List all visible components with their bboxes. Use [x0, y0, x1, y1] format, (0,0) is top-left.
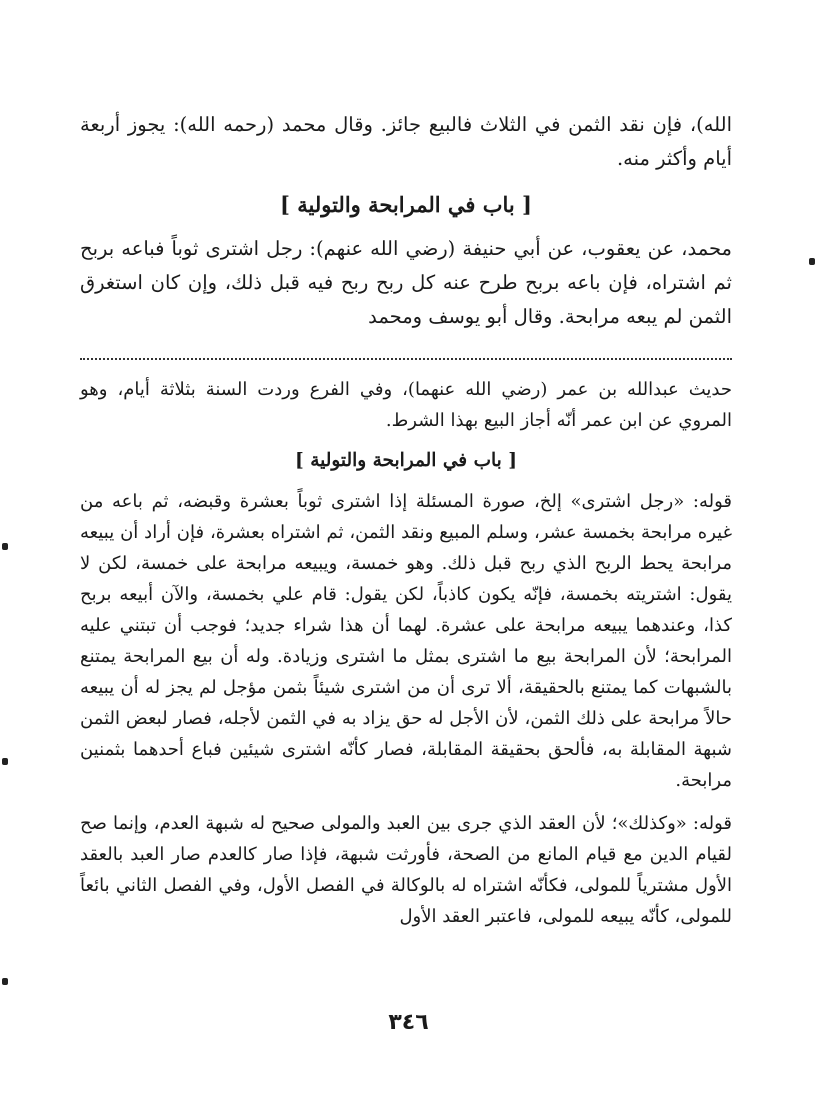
commentary-intro-text: حديث عبدالله بن عمر (رضي الله عنهما)، وفي الفرع وردت السنة بثلاثة أيام، وهو المروي عن ابن عمر أنّه أجاز البيع بهذا الشرط.: [80, 379, 732, 431]
margin-mark-2: [2, 543, 8, 550]
main-intro-text: الله)، فإن نقد الثمن في الثلاث فالبيع جائز. وقال محمد (رحمه الله): يجوز أربعة أيام وأكثر منه.: [80, 113, 732, 170]
main-paragraph: محمد، عن يعقوب، عن أبي حنيفة (رضي الله عنهم): رجل اشترى ثوباً فباعه بربح ثم اشتراه، فإن باعه بربح طرح عنه كل ربح ربح فيه قبل ذلك، وإن كان استغرق الثمن لم يبعه مرابحة. وقال أبو يوسف ومحمد: [80, 237, 732, 328]
page-content: [80, 108, 732, 932]
commentary-chapter-title: [ باب في المرابحة والتولية ]: [295, 450, 517, 471]
margin-mark-3: [2, 758, 8, 765]
margin-mark-4: [2, 978, 8, 985]
separator-dotted-line: [80, 358, 732, 360]
commentary-paragraph-2: قوله: «وكذلك»؛ لأن العقد الذي جرى بين العبد والمولى صحيح له شبهة العدم، وإنما صح لقيام الدين مع قيام المانع من الصحة، فأورثت شبهة، فإذا صار كالعدم صار العبد بالعقد الأول مشترياً للمولى، فكأنّه اشتراه له بالوكالة في الفصل الأول، وفي الفصل الثاني بائعاً للمولى، كأنّه يبيعه للمولى، فاعتبر العقد الأول: [80, 813, 732, 927]
margin-mark-1: [809, 258, 815, 265]
commentary-paragraph-1: قوله: «رجل اشترى» إلخ، صورة المسئلة إذا اشترى ثوباً بعشرة وقبضه، ثم باعه من غيره مرابحة بخمسة عشر، وسلم المبيع ونقد الثمن، ثم اشتراه بعشرة، فإن أراد أن يبيعه مرابحة يحط الربح الذي ربح قبل ذلك. وهو خمسة، ويبيعه مرابحة على خمسة، لكن لا يقول: اشتريته بخمسة، فإنّه يكون كاذباً، لكن يقول: قام علي بخمسة، والآن أبيعه بربح كذا، وعندهما يبيعه مرابحة على عشرة. لهما أن هذا شراء جديد؛ فوجب أن تبتني عليه المرابحة؛ لأن المرابحة بيع ما اشترى بمثل ما اشترى وزيادة. وله أن بيع المرابحة يمتنع بالشبهات كما يمتنع بالحقيقة، ألا ترى أن من اشترى شيئاً بثمن مؤجل لم يجز له أن يبيعه حالاً مرابحة على ذلك الثمن، لأن الأجل له حق يزاد به في الثمن لأجله، فصار لبعض الثمن شبهة المقابلة به، فألحق بحقيقة المقابلة، فصار كأنّه اشترى شيئين فباع أحدهما بثمنين مرابحة.: [80, 491, 732, 791]
main-chapter-title: [ باب في المرابحة والتولية ]: [280, 192, 532, 217]
page-number: ٣٤٦: [388, 1010, 429, 1035]
